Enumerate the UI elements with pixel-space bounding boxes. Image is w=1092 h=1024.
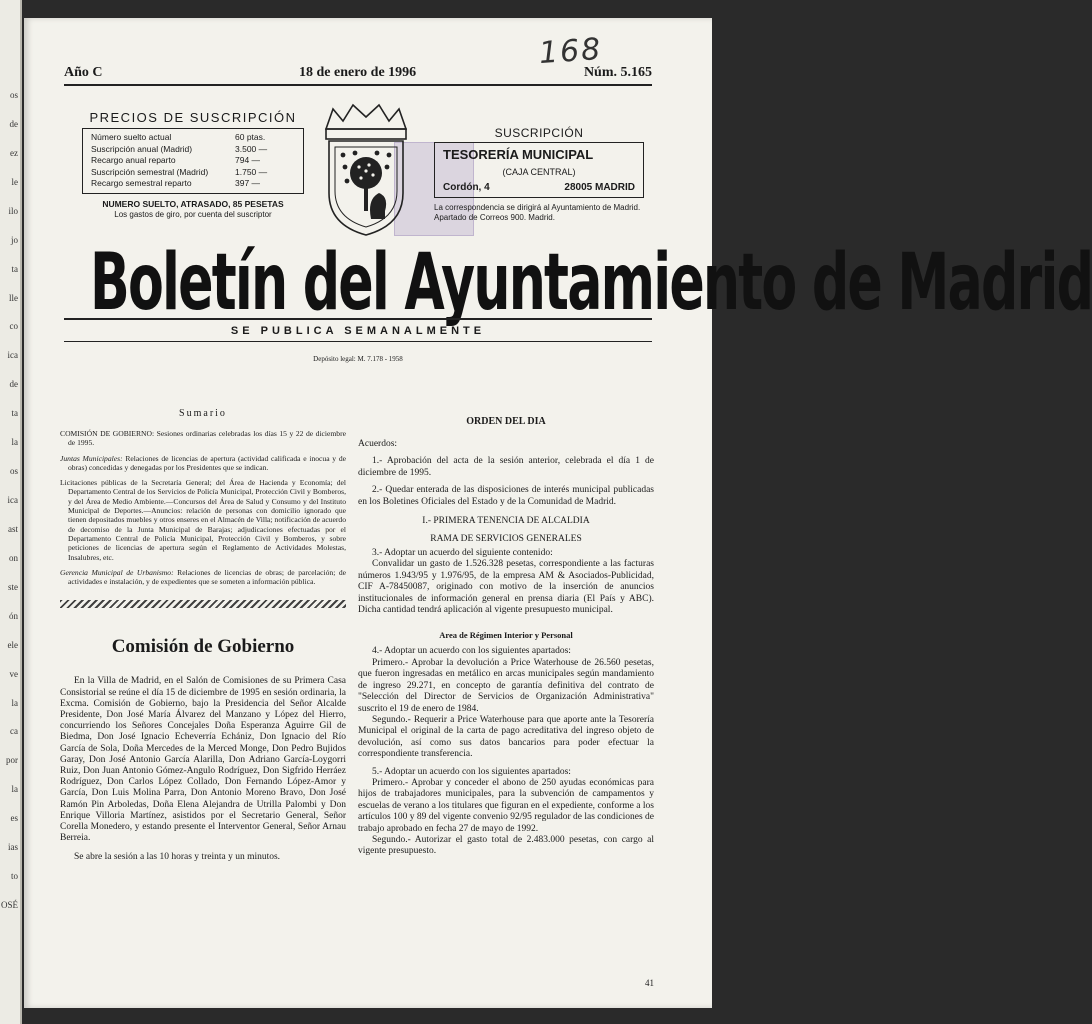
margin-fragment: ve [9, 668, 18, 679]
handwritten-page-number: 168 [537, 31, 604, 72]
margin-fragment: ca [10, 726, 18, 737]
treasury-street-city: Cordón, 4 28005 MADRID [443, 182, 635, 193]
treasury-name: TESORERÍA MUNICIPAL [443, 147, 594, 162]
agenda-item-body: Convalidar un gasto de 1.526.328 pesetas, correspondiente a las facturas números 1.943/95 y 1.976/95, de la empresa AM & Asociados-Publicidad, CIF A-78450087, originado con motivo de la inserción de anuncios institucionales de información general en prensa diaria (El País y ABC). Dicha cantidad tendrá aplicación al vigente presupuesto municipal. [358, 559, 654, 616]
page-number: 41 [645, 978, 654, 988]
margin-fragment: os [9, 466, 18, 477]
treasury-box [434, 126, 644, 223]
treasury-address [434, 142, 644, 198]
price-row: Suscripción anual (Madrid) 3.500 — [91, 143, 268, 154]
margin-fragment: ilo [8, 205, 18, 216]
margin-fragment: to [10, 871, 18, 882]
price-table [82, 128, 304, 194]
left-column [60, 388, 346, 863]
margin-fragment: co [9, 321, 18, 332]
section-title: Comisión de Gobierno [111, 636, 295, 658]
treasury-note: La correspondencia se dirigirá al Ayuntamiento de Madrid. Apartado de Correos 900. Madrid. [434, 203, 641, 222]
margin-fragment: ias [8, 842, 18, 853]
agenda-title: ORDEN DEL DIA [466, 416, 546, 427]
body-paragraph: Se abre la sesión a las 10 horas y treinta y un minutos. [74, 851, 281, 862]
margin-fragment: on [9, 552, 18, 563]
margin-fragment: ica [7, 350, 18, 361]
issue-header-line [64, 65, 652, 86]
agenda-item: 3.- Adoptar un acuerdo del siguiente contenido: [372, 548, 553, 559]
section-divider [60, 600, 346, 608]
margin-fragment: ast [8, 523, 18, 534]
summary-title: Sumario [179, 408, 227, 419]
summary-entry: Licitaciones públicas de la Secretaría General; del Área de Hacienda y Economía; del Departamento Central de los Servicios de Policía Municipal, Protección Civil y Bomberos, y del Área de Medio Ambiente.—Concursos del Área de Salud y Consumo y del Instituto Municipal de Deportes.—Anuncios: relación de personas con domicilio ignorado que tienen depositados muebles y otros enseres en el Almacén de Villa; notificación de acuerdo de decomiso de la Junta Municipal de Barajas; adjudicaciones efectuadas por el Departamento Central de Policía Municipal, Protección Civil y Bomberos, y sobre peticiones de licencias de apertura según el Reglamento de Actividades Molestas, Insalubres, etc. [60, 478, 346, 562]
issue-date: 18 de enero de 1996 [299, 65, 417, 80]
subscription-prices-title: PRECIOS DE SUSCRIPCIÓN [89, 110, 297, 125]
masthead-title: Boletín del Ayuntamiento de Madrid [90, 236, 1092, 328]
agenda-label: Acuerdos: [358, 439, 398, 449]
madrid-coat-of-arms-icon [311, 101, 421, 241]
margin-fragment: ele [7, 639, 18, 650]
publication-frequency: SE PUBLICA SEMANALMENTE [64, 318, 652, 342]
subscription-prices [82, 110, 304, 220]
subscription-note: NUMERO SUELTO, ATRASADO, 85 PESETAS Los gastos de giro, por cuenta del suscriptor [102, 198, 284, 219]
document-page [24, 18, 1092, 1008]
adjacent-page-edge [0, 0, 22, 1024]
margin-fragment: ón [9, 610, 18, 621]
margin-fragment: ez [10, 147, 18, 158]
margin-fragment: la [11, 437, 18, 448]
margin-fragment: os [9, 90, 18, 100]
margin-fragment: ta [11, 408, 18, 419]
agenda-item-body: Primero.- Aprobar la devolución a Price Waterhouse de 26.560 pesetas, que fueron ingresadas en metálico en arcas municipales según mandamiento de ingreso 29.271, en concepto de garantía definitiva del contrato de "Selección del Director de Servicios de Organización Administrativa" suscrito el 19 de enero de 1984. [358, 657, 654, 714]
summary-entry: COMISIÓN DE GOBIERNO: Sesiones ordinarias celebradas los días 15 y 22 de diciembre de 1995. [60, 429, 347, 448]
summary-entry: Gerencia Municipal de Urbanismo: Relaciones de licencias de obras; de parcelación; de actividades e instalación, y de expedientes que se someten a información pública. [60, 567, 346, 587]
price-row: Número suelto actual 60 ptas. [91, 132, 266, 142]
margin-fragment: jo [10, 234, 18, 245]
agenda-item-body: Segundo.- Requerir a Price Waterhouse para que aporte ante la Tesorería Municipal el original de la carta de pago acreditativa del ingreso objeto de devolución, así como sus datos bancarios para poder efectuar la correspondiente transferencia. [358, 714, 654, 760]
summary-entry: Juntas Municipales: Relaciones de licencias de apertura (actividad calificada e inocua y de obras) concedidas y denegadas por los Presidentes que se indican. [60, 453, 346, 472]
agenda-heading: RAMA DE SERVICIOS GENERALES [430, 534, 582, 545]
margin-fragment: le [11, 176, 18, 187]
agenda-heading: I.- PRIMERA TENENCIA DE ALCALDIA [422, 516, 590, 527]
margin-fragment: de [9, 379, 18, 390]
margin-fragment: ica [7, 495, 18, 505]
right-column [358, 388, 654, 864]
agenda-item: 1.- Aprobación del acta de la sesión anterior, celebrada el día 1 de diciembre de 1995. [358, 456, 654, 478]
treasury-title: SUSCRIPCIÓN [494, 126, 584, 140]
margin-fragment: lle [9, 292, 18, 303]
margin-fragment: ste [8, 581, 18, 592]
agenda-item: 2.- Quedar enterada de las disposiciones de interés municipal publicadas en los Boletines Oficiales del Estado y de la Comunidad de Madrid. [358, 485, 654, 507]
price-row: Recargo anual reparto 794 — [91, 155, 261, 165]
margin-fragment: por [6, 755, 18, 766]
treasury-sub: (CAJA CENTRAL) [502, 167, 576, 177]
price-row: Recargo semestral reparto 397 — [91, 178, 261, 188]
body-paragraph: En la Villa de Madrid, en el Salón de Comisiones de su Primera Casa Consistorial se reúne el día 15 de diciembre de 1995 en sesión ordinaria, la Excma. Comisión de Gobierno, bajo la Presidencia del Señor Alcalde Presidente, Don José María Álvarez del Manzano y López del Hierro, concurriendo los Señores Concejales Doña Esperanza Aguirre Gil de Biedma, Don José Ignacio Echeverría Echániz, Don Ignacio del Río García de Sola, Doña Mercedes de la Merced Monge, Don Pedro Bujidos Garay, Don José Antonio García Alarilla, Don Adriano García-Loygorri Ruiz, Don Juan Antonio Gómez-Angulo Rodríguez, Don Sigfrido Herráez Rodríguez, Don Carlos López Collado, Don Fernando López-Amor y García, Don Luis Molina Parra, Don Antonio Moreno Bravo, Don José Ramón Pin Arboledas, Doña Elena Alejandra de Utrilla Palombi y Don Enrique Villoria Martínez, asistidos por el Secretario General, Señor Corella Monedero, y estando presente el Interventor General, Señor Arnau Berreia. [60, 676, 346, 844]
margin-fragment: ta [11, 263, 18, 274]
margin-fragment: OSÉ [0, 900, 18, 910]
margin-fragment: la [11, 784, 18, 795]
issue-year: Año C [64, 65, 103, 80]
agenda-subheading: Area de Régimen Interior y Personal [439, 630, 573, 641]
agenda-item: 4.- Adoptar un acuerdo con los siguientes apartados: [372, 646, 571, 657]
price-row: Suscripción semestral (Madrid) 1.750 — [91, 166, 268, 177]
margin-fragment: es [10, 813, 18, 824]
agenda-item-body: Primero.- Aprobar y conceder el abono de 250 ayudas económicas para hijos de trabajadores municipales, para la subvención de campamentos y escuelas de verano a los titulares que figuran en el expediente, conforme a los artículos 100 y 89 del vigente convenio 92/95 regulador de las condiciones de trabajo aprobado en fecha 27 de mayo de 1992. [358, 777, 655, 834]
agenda-item-body: Segundo.- Autorizar el gasto total de 2.483.000 pesetas, con cargo al vigente presupuesto. [358, 834, 654, 857]
issue-number: Núm. 5.165 [583, 65, 652, 80]
margin-fragment: de [9, 118, 18, 129]
legal-deposit: Depósito legal: M. 7.178 - 1958 [313, 355, 403, 363]
margin-fragment: la [11, 697, 18, 708]
agenda-item: 5.- Adoptar un acuerdo con los siguientes apartados: [372, 766, 571, 777]
